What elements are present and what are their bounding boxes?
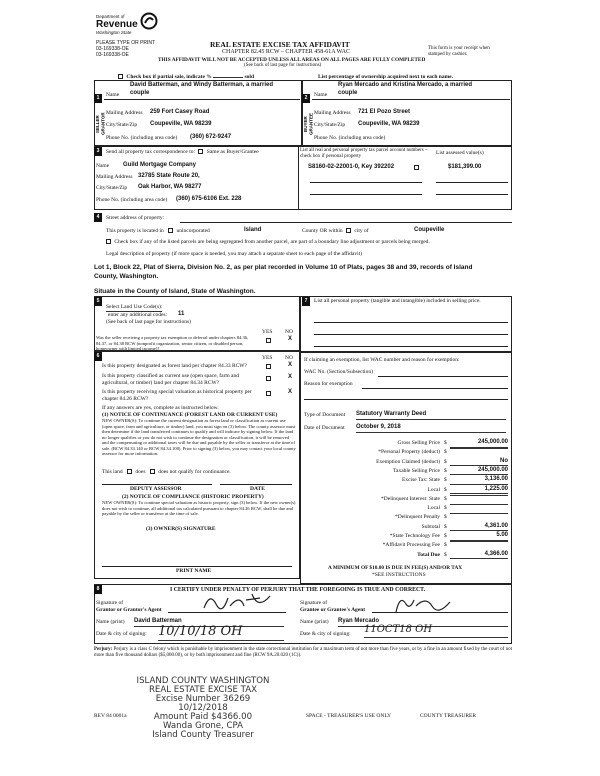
county-name[interactable]: Island bbox=[244, 227, 262, 233]
s6-if-yes: If any answers are yes, complete as instructed below. bbox=[102, 405, 219, 411]
buyer-side-label: BUYER GRANTEE bbox=[303, 113, 314, 136]
located-line: This property is located in unincorporated bbox=[106, 228, 210, 234]
seller-mailing-label: Mailing Address bbox=[106, 110, 143, 116]
minimum-due: A MINIMUM OF $10.00 IS DUE IN FEE(S) AND/OR TAX bbox=[328, 565, 463, 571]
s5-yes: YES bbox=[262, 329, 273, 335]
tax-row-currency: $ bbox=[444, 514, 447, 521]
doc-id-2: 03-169338-OE bbox=[96, 52, 129, 58]
tax-row-value[interactable] bbox=[450, 448, 508, 449]
grantor-sig-label: Signature of Grantor or Grantor's Agent bbox=[96, 600, 162, 614]
grantor-signature-icon bbox=[200, 590, 280, 612]
parcel-number[interactable]: S8160-02-22001-0, Key 392202 bbox=[308, 164, 395, 170]
grantee-date-city[interactable]: 11OCT18 OH bbox=[364, 624, 508, 638]
grantor-date-label: Date & city of signing: bbox=[96, 631, 147, 637]
s6-q2: Is this property classified as current use (open space, farm and agricultural, or timber) land per chapter 84.34 RCW? bbox=[102, 373, 239, 386]
doc-date-label: Date of Document bbox=[304, 425, 345, 431]
s6-q2-answer[interactable]: X bbox=[288, 374, 293, 380]
dept-line2: Washington State bbox=[96, 29, 132, 35]
tax-row-label: *Delinquent Penalty bbox=[394, 514, 440, 521]
tax-row-label: Local bbox=[427, 505, 440, 512]
parcel-header: List all real and personal property tax parcel account numbers – check box if personal property bbox=[300, 148, 428, 160]
partial-sale-label: Check box if partial sale, indicate % bbox=[126, 74, 212, 80]
tax-row-currency: $ bbox=[444, 467, 447, 474]
s5-yes-box[interactable] bbox=[266, 338, 271, 343]
buyer-name-line2: couple bbox=[338, 90, 358, 96]
s6-no: NO bbox=[285, 355, 293, 361]
warning-line: THIS AFFIDAVIT WILL NOT BE ACCEPTED UNLESS ALL AREAS ON ALL PAGES ARE FULLY COMPLETED bbox=[158, 57, 426, 63]
segregated-checkbox[interactable] bbox=[106, 239, 111, 244]
s5-no: NO bbox=[285, 329, 293, 335]
s6-q1-answer[interactable]: X bbox=[288, 362, 293, 368]
tax-row-label: Total Due bbox=[417, 551, 440, 558]
tax-name[interactable]: Guild Mortgage Company bbox=[123, 162, 197, 168]
tax-row-label: Subtotal bbox=[421, 523, 440, 530]
seller-name-line1: David Batterman, and Windy Batterman, a married bbox=[130, 82, 273, 88]
deputy-assessor: DEPUTY ASSESSOR bbox=[130, 486, 182, 492]
see-back: (See back of last page for instructions) bbox=[244, 63, 322, 68]
segregated-line: Check box if any of the listed parcels are being segregated from another parcel, are part of a boundary line adjustment or parcels being merged. bbox=[106, 239, 430, 246]
send-correspondence: Send all property tax correspondence to: Same as Buyer/Grantee bbox=[106, 149, 259, 155]
tax-row-label: Gross Selling Price bbox=[397, 440, 440, 446]
s6-q3: Is this property receiving special valuation as historical property per chapter 84.26 RCW? bbox=[102, 389, 252, 402]
legal-line2: County, Washington. bbox=[94, 273, 159, 280]
tax-row-value[interactable]: No bbox=[450, 458, 508, 467]
notice2-text: NEW OWNER(S): To continue special valuation as historic property, sign (3) below. If the new owner(s) does not wish to continue, all additional tax calculated pursuant to chapter 84.26 RCW, shall be due and payable by the seller or transferor at the time of sale. bbox=[102, 500, 296, 516]
city-of-checkbox[interactable] bbox=[346, 228, 351, 233]
owner-signature: (3) OWNER(S) SIGNATURE bbox=[146, 526, 216, 532]
does-checkbox[interactable] bbox=[127, 469, 132, 474]
ownership-note: List percentage of ownership acquired next to each name. bbox=[318, 74, 453, 80]
doc-type-label: Type of Document bbox=[304, 412, 346, 418]
tax-row-value[interactable]: 245,000.00 bbox=[450, 439, 508, 448]
tax-row-label: Local bbox=[427, 486, 440, 493]
tax-row-currency: $ bbox=[444, 440, 447, 446]
tax-row-currency: $ bbox=[444, 477, 447, 484]
buyer-phone-label: Phone No. (including area code) bbox=[314, 135, 386, 141]
tax-name-label: Name bbox=[96, 163, 110, 169]
section-3-number: 3 bbox=[94, 147, 102, 156]
print-name: PRINT NAME bbox=[176, 568, 212, 574]
seller-city[interactable]: Coupeville, WA 98239 bbox=[150, 121, 212, 127]
s6-q3-answer[interactable]: X bbox=[288, 389, 293, 395]
perjury-note: Perjury: Perjury is a class C felony which is punishable by imprisonment in the state correctional institution for a maximum term of not more than five years, or by a fine in an amount fixed by the court of not more than five thousand dollars ($5,000.00), or by both imprisonment and fine (RCW 9A.20.020 (1C)). bbox=[94, 647, 512, 659]
grantee-signature-icon bbox=[392, 592, 462, 614]
s5-answer[interactable]: X bbox=[288, 336, 293, 342]
seller-phone[interactable]: (360) 672-9247 bbox=[190, 134, 232, 140]
tax-row-value[interactable] bbox=[450, 495, 508, 496]
s5-question: Was the seller receiving a property tax exemption or deferral under chapters 84.36, 84.37, or 84.38 RCW (nonprofit organization, senior citizen, or disabled person, homeowner with limited income)? bbox=[96, 335, 249, 352]
legal-line3: Situate in the County of Island, State of Washington. bbox=[94, 288, 256, 295]
legal-description-label: Legal description of property (if more space is needed, you may attach a separate sheet to each page of the affidavit) bbox=[106, 251, 362, 257]
seller-name-label: Name bbox=[106, 92, 120, 98]
tax-row-label: Excise Tax: State bbox=[401, 477, 440, 484]
assessed-header: List assessed value(s) bbox=[436, 150, 484, 156]
legal-line1: Lot 1, Block 22, Plat of Sierra, Division No. 2, as per plat recorded in Volume 10 of Plats, pages 38 and 39, records of Island bbox=[94, 264, 473, 271]
tax-row-value[interactable]: 5.00 bbox=[450, 532, 508, 541]
buyer-city-label: City/State/Zip bbox=[314, 122, 346, 128]
tax-city-label: City/State/Zip bbox=[96, 185, 128, 191]
property-city[interactable]: Coupeville bbox=[414, 227, 445, 233]
land-use-label: Select Land Use Code(s): bbox=[106, 304, 163, 310]
county-or-within: County OR within city of bbox=[302, 228, 369, 234]
notice1-text: NEW OWNER(S): To continue the current designation as forest land or classification as current use (open space, farm and agriculture, or timber) land, you must sign on (3) below. The county assessor must then determine if the land transferred continues to qualify and will indicate by signing below. If the land no longer qualifies or you do not wish to continue the designation or classification, it will be removed and the compensating or additional taxes will be due and payable by the seller or transferor at the time of sale. (RCW 84.33.140 or RCW 84.34.108). Prior to signing (3) below, you may contact your local county assessor for more information. bbox=[102, 418, 296, 456]
tax-row-currency: $ bbox=[444, 542, 447, 549]
grantor-date-city[interactable]: 10/10/18 OH bbox=[158, 624, 284, 641]
buyer-mailing[interactable]: 721 El Pozo Street bbox=[358, 109, 411, 115]
tax-row-currency: $ bbox=[444, 495, 447, 502]
tax-row-currency: $ bbox=[444, 486, 447, 493]
doc-type[interactable]: Statutory Warranty Deed bbox=[356, 411, 506, 420]
section-7-number: 7 bbox=[302, 297, 310, 306]
grantee-print-name[interactable]: Ryan Mercado bbox=[338, 618, 508, 627]
seller-name-line2: couple bbox=[130, 90, 150, 96]
s6-q2-yes-box[interactable] bbox=[266, 376, 271, 381]
personal-property-checkbox[interactable] bbox=[414, 165, 419, 170]
section5-see-back: (See back of last page for instructions) bbox=[106, 319, 191, 325]
reason-label: Reason for exemption bbox=[304, 381, 353, 387]
tax-phone-label: Phone No. (including area code) bbox=[96, 197, 168, 203]
s6-q3-yes-box[interactable] bbox=[266, 391, 271, 396]
tax-row-value[interactable]: 3,136.00 bbox=[450, 476, 508, 485]
partial-sale-checkbox[interactable] bbox=[118, 74, 123, 79]
tax-row-label: Taxable Selling Price bbox=[393, 467, 440, 474]
tax-mailing-label: Mailing Address bbox=[96, 174, 133, 180]
tax-row-value[interactable]: 4,361.00 bbox=[450, 523, 508, 532]
rev-number: REV 84 0001a bbox=[94, 713, 127, 719]
tax-row-value[interactable] bbox=[450, 541, 508, 542]
assessed-value[interactable]: $181,399.00 bbox=[448, 164, 482, 170]
tax-row-label: *Affidavit Processing Fee bbox=[382, 542, 440, 549]
additional-codes-label: enter any additional codes: bbox=[108, 312, 168, 318]
section-5-number: 5 bbox=[94, 297, 102, 306]
receipt-note: This form is your receipt when stamped by cashier. bbox=[428, 46, 490, 58]
section-2-number: 2 bbox=[302, 94, 310, 103]
personal-property-label: List all personal property (tangible and intangible) included in selling price. bbox=[314, 298, 481, 304]
buyer-mailing-label: Mailing Address bbox=[314, 110, 351, 116]
tax-row-value[interactable]: 1,225.00 bbox=[450, 486, 508, 495]
see-instructions: *SEE INSTRUCTIONS bbox=[372, 572, 426, 578]
street-address-label: Street address of property: bbox=[106, 215, 165, 221]
s6-q1-yes-box[interactable] bbox=[266, 364, 271, 369]
deputy-date: DATE bbox=[250, 486, 265, 492]
buyer-name-label: Name bbox=[314, 92, 328, 98]
tax-row-currency: $ bbox=[444, 458, 447, 465]
notice1-title: (1) NOTICE OF CONTINUANCE (FOREST LAND OR CURRENT USE) bbox=[102, 412, 278, 418]
unincorporated-checkbox[interactable] bbox=[168, 228, 173, 233]
dept-logo-text: Revenue bbox=[96, 18, 138, 30]
tax-row-currency: $ bbox=[444, 505, 447, 512]
partial-sale-sold: sold bbox=[244, 74, 255, 80]
please-type: PLEASE TYPE OR PRINT bbox=[96, 40, 156, 46]
treasurer-use-only: SPACE - TREASURER'S USE ONLY bbox=[306, 713, 392, 719]
tax-row-value[interactable]: 245,000.00 bbox=[450, 467, 508, 476]
seller-phone-label: Phone No. (including area code) bbox=[106, 135, 178, 141]
s6-q1: Is this property designated as forest land per chapter 84.33 RCW? bbox=[102, 363, 247, 369]
seller-side-label: SELLER GRANTOR bbox=[95, 112, 106, 136]
grantee-print-label: Name (print) bbox=[300, 619, 329, 625]
tax-row-currency: $ bbox=[444, 449, 447, 456]
exemption-label: If claiming an exemption, list WAC number and reason for exemption: bbox=[304, 357, 460, 363]
tax-phone[interactable]: (360) 675-6106 Ext. 228 bbox=[176, 196, 242, 202]
seller-mailing[interactable]: 259 Fort Casey Road bbox=[150, 109, 210, 115]
grantee-date-label: Date & city of signing: bbox=[300, 631, 351, 637]
tax-row-currency: $ bbox=[444, 523, 447, 530]
buyer-city[interactable]: Coupeville, WA 98239 bbox=[358, 121, 420, 127]
tax-row-currency: $ bbox=[444, 533, 447, 539]
county-treasurer: COUNTY TREASURER bbox=[420, 713, 477, 719]
section-4-number: 4 bbox=[94, 213, 102, 222]
land-use-code[interactable]: 11 bbox=[178, 311, 185, 317]
section-8-number: 8 bbox=[94, 585, 102, 594]
tax-row-label: *Personal Property (deduct) bbox=[378, 449, 440, 456]
tax-row-value[interactable]: 4,366.00 bbox=[450, 551, 508, 560]
tax-mailing[interactable]: 32785 State Route 20, bbox=[138, 173, 200, 179]
section-6-number: 6 bbox=[94, 352, 102, 361]
notice2-title: (2) NOTICE OF COMPLIANCE (HISTORIC PROPERTY) bbox=[122, 494, 264, 500]
dept-line1: Department of bbox=[96, 14, 125, 19]
doc-id-1: 03-169338-OE bbox=[96, 46, 129, 52]
certify-line: I CERTIFY UNDER PENALTY OF PERJURY THAT THE FOREGOING IS TRUE AND CORRECT. bbox=[170, 587, 426, 593]
grantor-print-label: Name (print) bbox=[96, 619, 125, 625]
tax-row-value[interactable] bbox=[450, 504, 508, 505]
page-title: REAL ESTATE EXCISE TAX AFFIDAVIT bbox=[210, 40, 350, 49]
does-not-checkbox[interactable] bbox=[150, 469, 155, 474]
tax-row-label: *Delinquent Interest: State bbox=[381, 495, 440, 502]
seller-city-label: City/State/Zip bbox=[106, 122, 138, 128]
buyer-name-line1: Ryan Mercado and Kristina Mercado, a married bbox=[338, 82, 473, 88]
tax-row-label: Exemption Claimed (deduct) bbox=[376, 458, 440, 465]
grantor-print-name[interactable]: David Batterman bbox=[134, 618, 284, 627]
tax-row-value[interactable] bbox=[450, 513, 508, 514]
grantee-sig-label: Signature of Grantee or Grantee's Agent bbox=[300, 600, 366, 614]
treasurer-stamp: ISLAND COUNTY WASHINGTON REAL ESTATE EXCISE TAX Excise Number 36269 10/12/2018 Amount Paid $4366.00 Wanda Grone, CPA Island County Treasurer bbox=[136, 676, 270, 741]
chapter-line: CHAPTER 82.45 RCW – CHAPTER 458-61A WAC bbox=[222, 49, 350, 55]
land-qualify-line: This land does does not qualify for continuance. bbox=[102, 469, 231, 475]
section-1-number: 1 bbox=[94, 94, 102, 103]
s6-yes: YES bbox=[262, 355, 273, 361]
tax-row-label: *State Technology Fee bbox=[389, 533, 440, 539]
dor-logo-icon bbox=[140, 12, 158, 30]
tax-city[interactable]: Oak Harbor, WA 98277 bbox=[138, 184, 202, 190]
tax-row-currency: $ bbox=[444, 551, 447, 558]
same-as-buyer-checkbox[interactable] bbox=[198, 149, 203, 154]
wac-label: WAC No. (Section/Subsection) bbox=[304, 369, 373, 375]
doc-date[interactable]: October 9, 2018 bbox=[356, 424, 506, 433]
